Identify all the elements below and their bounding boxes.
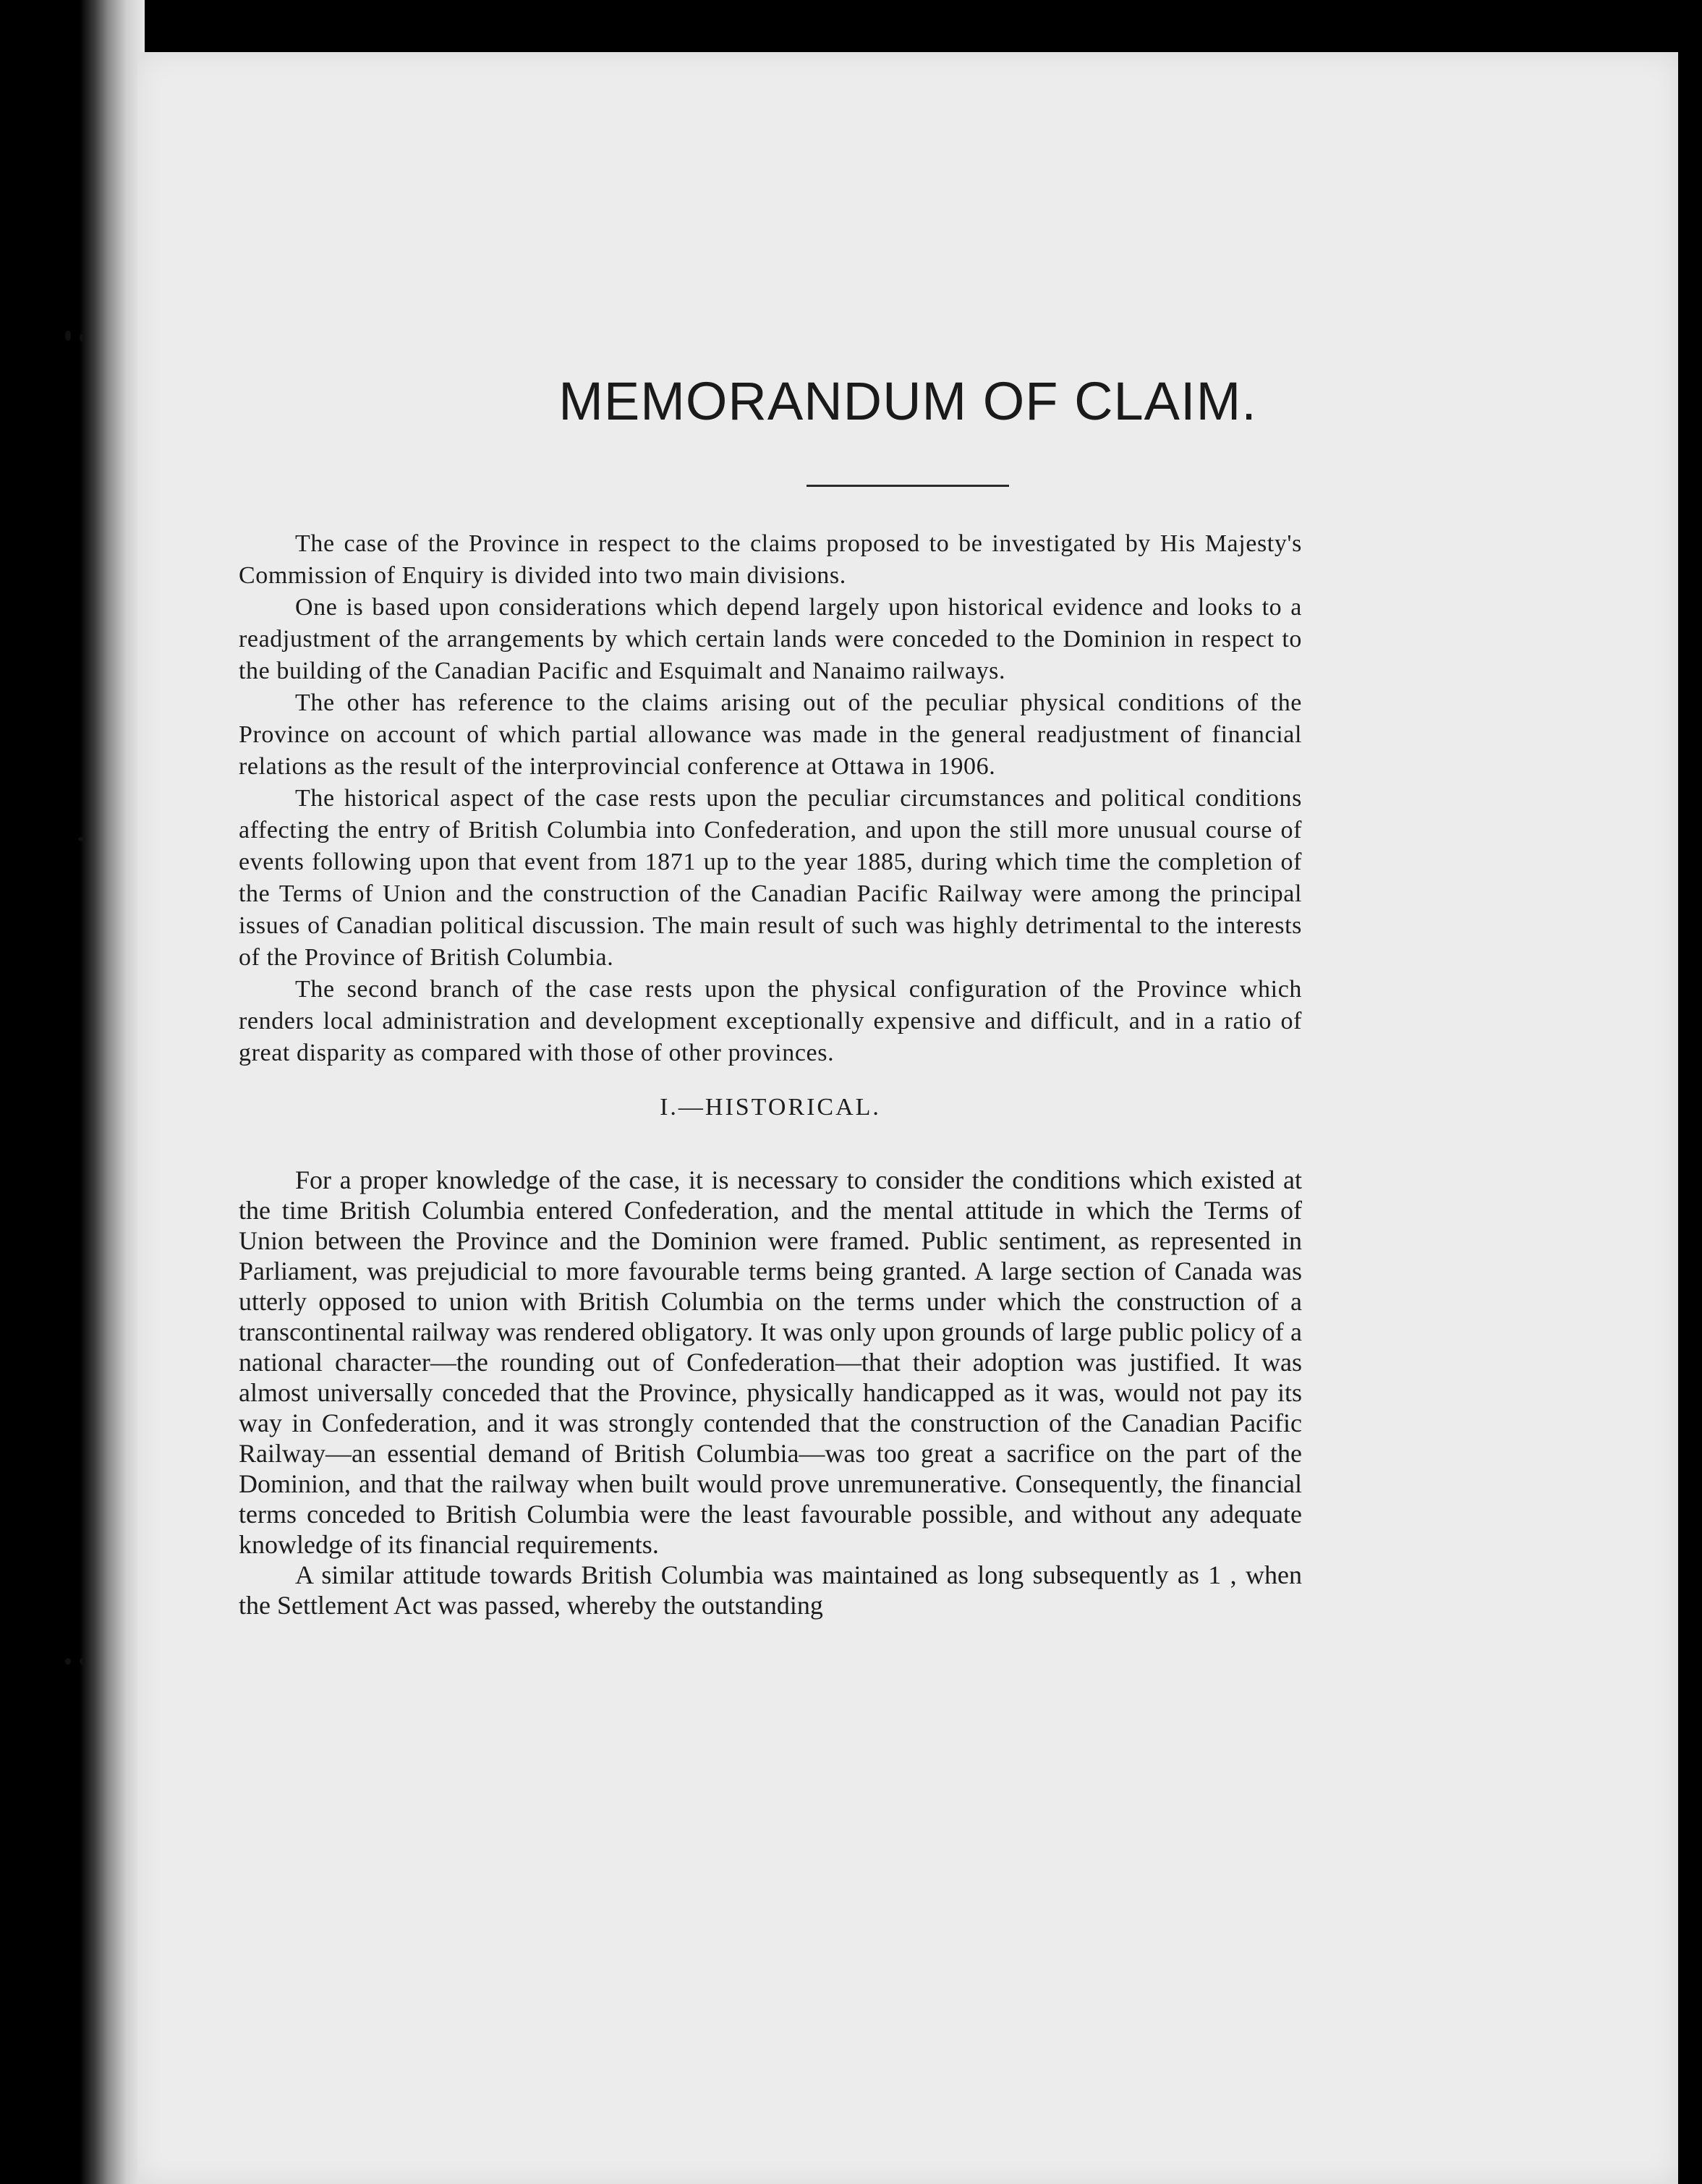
section-heading: I.—HISTORICAL. [660, 1094, 881, 1121]
historical-paragraph: For a proper knowledge of the case, it is necessary to consider the conditions which existed at the time British Columbia entered Confederation, and the mental attitude in which the Terms of Union between the Province and the Dominion were framed. Public sentiment, as represented in Parliament, was prejudicial to more favourable terms being granted. A large section of Canada was utterly opposed to union with British Columbia on the terms under which the construction of a transcontinental railway was rendered obligatory. It was only upon grounds of large public policy of a national character—the rounding out of Confederation—that their adoption was justified. It was almost universally conceded that the Province, physically handicapped as it was, would not pay its way in Confederation, and it was strongly contended that the construction of the Canadian Pacific Railway—an essential demand of British Columbia—was too great a sacrifice on the part of the Dominion, and that the railway when built would prove unremunerative. Consequently, the financial terms conceded to British Columbia were the least favourable possible, and without any adequate knowledge of its financial requirements. [239, 1165, 1302, 1559]
intro-paragraph: One is based upon considerations which depend largely upon historical evidence and looks to a readjustment of the arrangements by which certain lands were conceded to the Dominion in respect to the building of the Canadian Pacific and Esquimalt and Nanaimo railways. [239, 594, 1302, 684]
page-title: MEMORANDUM OF CLAIM. [558, 371, 1257, 431]
intro-paragraph: The second branch of the case rests upon the physical configuration of the Province which renders local administration and development exceptionally expensive and difficult, and in a ratio of great disparity as compared with those of other provinces. [239, 976, 1302, 1066]
title-divider [807, 485, 1009, 487]
scan-speck [80, 334, 84, 341]
historical-paragraph: A similar attitude towards British Columbia was maintained as long subsequently as 1 , when the Settlement Act was passed, whereby the outstanding [239, 1560, 1302, 1620]
intro-section [239, 528, 1302, 1069]
scan-speck [78, 837, 85, 841]
scan-speck [65, 331, 71, 341]
intro-paragraph: The historical aspect of the case rests upon the peculiar circumstances and political conditions affecting the entry of British Columbia into Confederation, and upon the still more unusual course of events following upon that event from 1871 up to the year 1885, during which time the completion of the Terms of Union and the construction of the Canadian Pacific Railway were among the principal issues of Canadian political discussion. The main result of such was highly detrimental to the interests of the Province of British Columbia. [239, 785, 1302, 971]
document-body [239, 528, 1302, 1620]
scan-binding-edge [0, 0, 145, 2184]
historical-section [239, 1165, 1302, 1620]
intro-paragraph: The case of the Province in respect to the claims proposed to be investigated by His Majesty's Commission of Enquiry is divided into two main divisions. [239, 530, 1302, 589]
scan-speck [65, 1658, 71, 1665]
intro-paragraph: The other has reference to the claims arising out of the peculiar physical conditions of the Province on account of which partial allowance was made in the general readjustment of financial relations as the result of the interprovincial conference at Ottawa in 1906. [239, 689, 1302, 780]
scan-speck [80, 1658, 85, 1665]
